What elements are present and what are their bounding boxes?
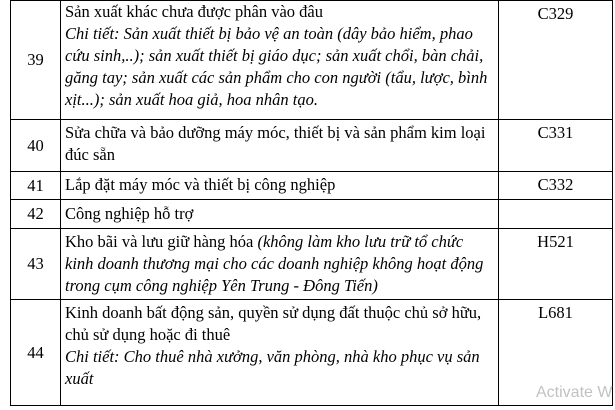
- row-description: [61, 120, 499, 172]
- table-row: [11, 200, 613, 229]
- row-title: Kinh doanh bất động sản, quyền sử dụng đất thuộc chủ sở hữu, chủ sử dụng hoặc đi thuê: [65, 303, 482, 344]
- table-row: [11, 172, 613, 200]
- table-row: [11, 1, 613, 120]
- row-title: Sản xuất khác chưa được phân vào đâu: [65, 2, 323, 21]
- table-row: [11, 229, 613, 300]
- row-detail: Chi tiết: Sản xuất thiết bị bảo vệ an toàn (dây bảo hiểm, phao cứu sinh,..); sản xuất thiết bị giáo dục; sản xuất chổi, bàn chải, găng tay; sản xuất các sản phẩm cho con người (tẩu, lược, bình xịt...); sản xuất hoa giả, hoa nhân tạo.: [65, 24, 488, 109]
- row-description: [61, 200, 499, 229]
- row-title: Lắp đặt máy móc và thiết bị công nghiệp: [65, 175, 336, 194]
- row-detail: Chi tiết: Cho thuê nhà xưởng, văn phòng, nhà kho phục vụ sản xuất: [65, 347, 480, 388]
- row-number: 42: [11, 200, 61, 229]
- industry-code-table: [10, 0, 613, 406]
- row-number: 40: [11, 120, 61, 172]
- row-description: [61, 229, 499, 300]
- row-description: [61, 1, 499, 120]
- row-title-note: (không làm kho lưu trữ tổ chức kinh doanh thương mại cho các doanh nghiệp không hoạt động trong cụm công nghiệp Yên Trung - Đông Tiến): [65, 232, 484, 295]
- row-title: Sửa chữa và bảo dưỡng máy móc, thiết bị và sản phẩm kim loại đúc sẵn: [65, 123, 486, 164]
- row-code: C331: [499, 120, 613, 172]
- row-code: C329: [499, 1, 613, 120]
- row-title: Công nghiệp hỗ trợ: [65, 204, 194, 223]
- row-description: [61, 300, 499, 406]
- row-number: 39: [11, 1, 61, 120]
- table-row: [11, 300, 613, 406]
- activation-watermark: Activate W: [536, 384, 613, 401]
- row-number: 44: [11, 300, 61, 406]
- row-code: L681: [499, 300, 613, 406]
- row-description: [61, 172, 499, 200]
- row-code: [499, 200, 613, 229]
- row-number: 43: [11, 229, 61, 300]
- row-title: Kho bãi và lưu giữ hàng hóa: [65, 232, 254, 251]
- table-row: [11, 120, 613, 172]
- row-code: H521: [499, 229, 613, 300]
- row-number: 41: [11, 172, 61, 200]
- row-code: C332: [499, 172, 613, 200]
